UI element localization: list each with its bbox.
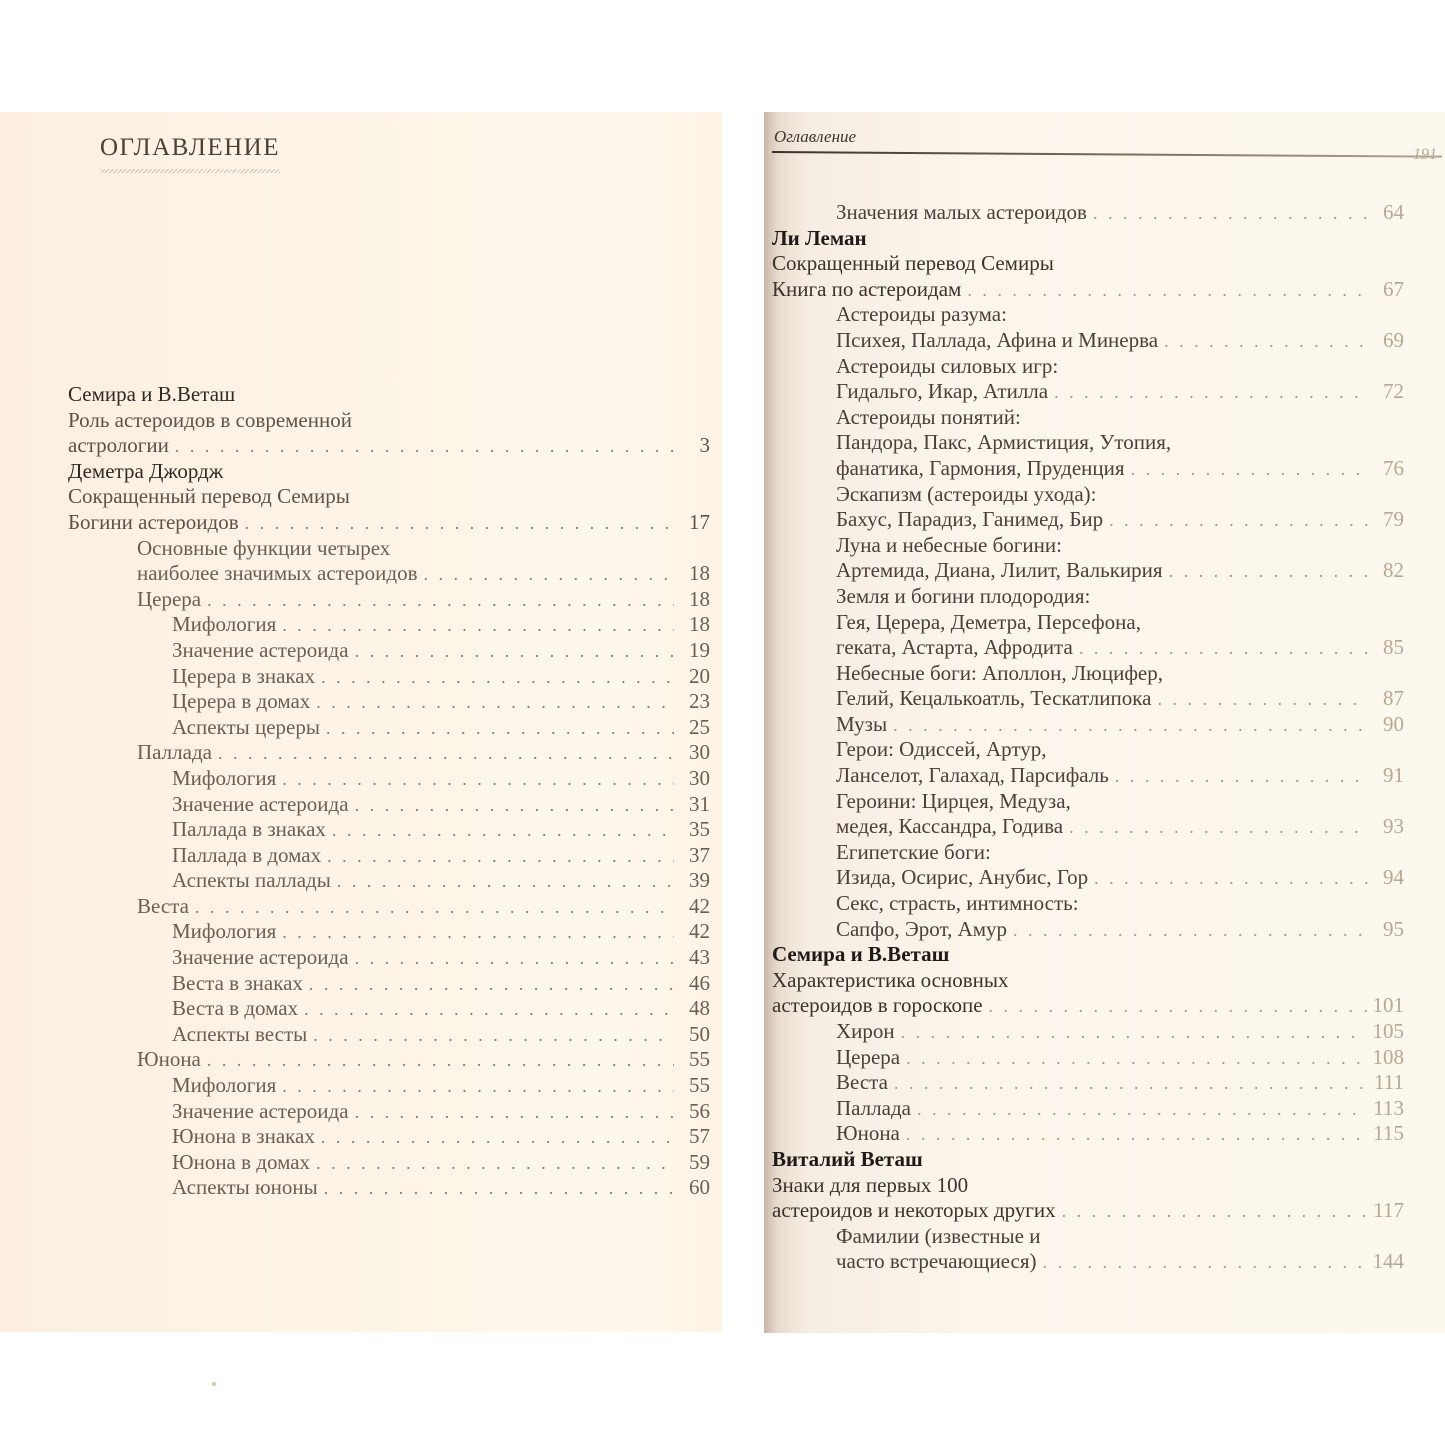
dot-leader bbox=[245, 511, 674, 537]
toc-entry-title: Веста bbox=[137, 893, 189, 918]
toc-entry-title: Гидальго, Икар, Атилла bbox=[836, 379, 1049, 404]
dot-leader bbox=[316, 1151, 674, 1177]
toc-entry-title: Паллада в знаках bbox=[172, 817, 326, 842]
dot-leader bbox=[1043, 1250, 1367, 1276]
toc-entry bbox=[764, 456, 1404, 482]
toc-entry bbox=[0, 1047, 720, 1073]
dot-leader bbox=[894, 1071, 1368, 1097]
toc-entry bbox=[764, 302, 1404, 328]
toc-page-number: 113 bbox=[1373, 1095, 1404, 1120]
toc-entry-title: Артемида, Диана, Лилит, Валькирия bbox=[836, 558, 1163, 583]
toc-page-number: 72 bbox=[1383, 379, 1404, 404]
toc-entry-title: Психея, Паллада, Афина и Минерва bbox=[836, 327, 1159, 352]
toc-entry-title: геката, Астарта, Афродита bbox=[836, 635, 1073, 660]
toc-entry-title: Семира и В.Веташ bbox=[68, 382, 236, 406]
toc-entry-title: Роль астероидов в современной bbox=[68, 407, 352, 432]
toc-entry bbox=[764, 661, 1404, 687]
toc-entry-title: Гея, Церера, Деметра, Персефона, bbox=[836, 609, 1141, 634]
toc-entry-title: Пандора, Пакс, Армистиция, Утопия, bbox=[836, 430, 1172, 455]
toc-entry-title: Герои: Одиссей, Артур, bbox=[836, 737, 1047, 762]
toc-entry bbox=[764, 1121, 1404, 1147]
toc-page-number: 57 bbox=[689, 1124, 710, 1149]
toc-entry-title: Значение астероида bbox=[172, 791, 349, 816]
toc-entry bbox=[764, 814, 1404, 840]
toc-entry-title: астероидов и некоторых других bbox=[772, 1198, 1056, 1223]
toc-entry-title: Значение астероида bbox=[172, 945, 349, 970]
toc-entry bbox=[764, 584, 1404, 610]
toc-entry bbox=[0, 484, 720, 510]
toc-entry bbox=[764, 1198, 1404, 1224]
toc-entry-title: Церера в знаках bbox=[172, 663, 316, 688]
toc-entry-title: часто встречающиеся) bbox=[836, 1249, 1037, 1274]
toc-entry bbox=[764, 251, 1404, 277]
toc-page-number: 3 bbox=[699, 433, 710, 458]
paper-speck bbox=[212, 1382, 216, 1386]
toc-entry bbox=[764, 840, 1404, 866]
toc-entry bbox=[0, 1175, 720, 1201]
toc-entry-title: Хирон bbox=[836, 1019, 895, 1043]
toc-entry-title: Земля и богини плодородия: bbox=[836, 583, 1091, 608]
toc-entry-title: Египетские боги: bbox=[836, 839, 991, 864]
toc-page-number: 23 bbox=[689, 689, 710, 714]
toc-entry-title: Астероиды понятий: bbox=[836, 404, 1021, 429]
toc-page-number: 30 bbox=[689, 765, 710, 790]
dot-leader bbox=[917, 1097, 1367, 1123]
toc-entry bbox=[764, 1070, 1404, 1096]
toc-entry bbox=[0, 740, 720, 766]
toc-page-number: 95 bbox=[1383, 916, 1404, 941]
toc-entry-title: Паллада bbox=[137, 740, 212, 765]
dot-leader bbox=[1109, 508, 1368, 534]
toc-page-number: 18 bbox=[689, 612, 710, 637]
toc-page-number: 20 bbox=[689, 663, 710, 688]
toc-page-number: 25 bbox=[689, 714, 710, 739]
toc-entry bbox=[0, 971, 720, 997]
toc-page-number: 94 bbox=[1383, 865, 1404, 890]
toc-entry bbox=[764, 1249, 1404, 1275]
toc-entry-title: Мифология bbox=[172, 919, 277, 944]
toc-page-number: 42 bbox=[689, 893, 710, 918]
dot-leader bbox=[1062, 1199, 1368, 1225]
dot-leader bbox=[313, 1023, 674, 1049]
toc-list-right bbox=[764, 200, 1445, 1275]
toc-entry-title: Юнона bbox=[137, 1047, 201, 1072]
dot-leader bbox=[282, 920, 674, 946]
toc-page-number: 39 bbox=[689, 868, 710, 893]
toc-entry-title: Церера в домах bbox=[172, 689, 311, 714]
toc-entry bbox=[764, 610, 1404, 636]
toc-entry bbox=[764, 891, 1404, 917]
toc-entry bbox=[764, 328, 1404, 354]
toc-page-number: 90 bbox=[1383, 711, 1404, 736]
dot-leader bbox=[1157, 687, 1368, 713]
toc-entry bbox=[764, 430, 1404, 456]
toc-entry-title: Ланселот, Галахад, Парсифаль bbox=[836, 763, 1109, 788]
toc-entry bbox=[764, 686, 1404, 712]
toc-entry-title: Деметра Джордж bbox=[68, 458, 224, 483]
dot-leader bbox=[1164, 329, 1368, 355]
dot-leader bbox=[906, 1122, 1367, 1148]
toc-page-number: 19 bbox=[689, 637, 710, 662]
toc-entry-title: Юнона в знаках bbox=[172, 1124, 315, 1149]
toc-page-number: 31 bbox=[689, 791, 710, 816]
toc-entry bbox=[0, 612, 720, 638]
dot-leader bbox=[901, 1020, 1367, 1046]
toc-entry bbox=[0, 1073, 720, 1099]
toc-page-number: 30 bbox=[689, 740, 710, 765]
dot-leader bbox=[1069, 815, 1368, 841]
toc-entry bbox=[0, 945, 720, 971]
dot-leader bbox=[355, 1100, 674, 1126]
dot-leader bbox=[1093, 201, 1368, 227]
dot-leader bbox=[337, 869, 674, 895]
running-head-rule bbox=[772, 151, 1442, 158]
toc-entry-title: Мифология bbox=[172, 612, 277, 637]
toc-page-number: 93 bbox=[1383, 814, 1404, 839]
dot-leader bbox=[424, 562, 674, 588]
toc-entry-title: Мифология bbox=[172, 1073, 277, 1098]
toc-page-number: 111 bbox=[1374, 1070, 1404, 1095]
toc-entry-title: астероидов в гороскопе bbox=[772, 993, 983, 1018]
toc-page-number: 144 bbox=[1372, 1249, 1404, 1274]
dot-leader bbox=[332, 818, 674, 844]
toc-entry-title: Юнона в домах bbox=[172, 1149, 311, 1174]
toc-entry-title: Паллада в домах bbox=[172, 842, 322, 867]
dot-leader bbox=[989, 994, 1367, 1020]
toc-entry-title: Богини астероидов bbox=[68, 509, 239, 534]
toc-entry bbox=[764, 1173, 1404, 1199]
toc-entry bbox=[764, 789, 1404, 815]
dot-leader bbox=[1131, 457, 1368, 483]
dot-leader bbox=[355, 946, 674, 972]
toc-entry-title: Аспекты цереры bbox=[172, 714, 320, 739]
dot-leader bbox=[327, 844, 674, 870]
right-page bbox=[764, 112, 1445, 1333]
toc-entry-title: Фамилии (известные и bbox=[836, 1223, 1041, 1248]
toc-page-number: 87 bbox=[1383, 686, 1404, 711]
toc-entry-title: Юнона bbox=[836, 1121, 900, 1146]
toc-entry bbox=[0, 894, 720, 920]
dot-leader bbox=[1013, 918, 1368, 944]
toc-author bbox=[764, 226, 1404, 252]
toc-author bbox=[0, 382, 720, 408]
dot-leader bbox=[282, 613, 674, 639]
left-page bbox=[0, 112, 722, 1332]
toc-entry-title: Мифология bbox=[172, 765, 277, 790]
toc-entry bbox=[764, 712, 1404, 738]
toc-entry bbox=[764, 379, 1404, 405]
toc-page-number: 85 bbox=[1383, 635, 1404, 660]
toc-entry bbox=[0, 561, 720, 587]
toc-entry bbox=[764, 635, 1404, 661]
toc-entry-title: Музы bbox=[836, 711, 888, 736]
toc-entry bbox=[0, 996, 720, 1022]
toc-entry-title: Значение астероида bbox=[172, 637, 349, 662]
toc-page-number: 42 bbox=[689, 919, 710, 944]
dot-leader bbox=[316, 690, 674, 716]
toc-entry bbox=[764, 507, 1404, 533]
toc-page-number: 55 bbox=[689, 1073, 710, 1098]
toc-entry-title: Эскапизм (астероиды ухода): bbox=[836, 481, 1097, 506]
toc-entry-title: Паллада bbox=[836, 1095, 911, 1120]
toc-entry-title: Небесные боги: Аполлон, Люцифер, bbox=[836, 660, 1164, 685]
toc-page-number: 59 bbox=[689, 1149, 710, 1174]
toc-page-number: 35 bbox=[689, 817, 710, 842]
dot-leader bbox=[195, 895, 674, 921]
toc-entry bbox=[0, 587, 720, 613]
toc-entry bbox=[764, 277, 1404, 303]
toc-page-number: 69 bbox=[1383, 327, 1404, 352]
toc-entry-title: Ли Леман bbox=[772, 225, 867, 250]
toc-entry-title: Гелий, Кецалькоатль, Тескатлипока bbox=[836, 686, 1152, 711]
dot-leader bbox=[1079, 636, 1368, 662]
toc-entry bbox=[764, 533, 1404, 559]
dot-leader bbox=[906, 1046, 1366, 1072]
toc-entry-title: Сокращенный перевод Семиры bbox=[772, 251, 1054, 276]
toc-page-number: 105 bbox=[1372, 1019, 1404, 1043]
toc-entry bbox=[0, 408, 720, 434]
toc-entry-title: Аспекты паллады bbox=[172, 868, 331, 893]
toc-entry bbox=[0, 689, 720, 715]
toc-entry-title: Семира и В.Веташ bbox=[772, 942, 950, 967]
toc-entry bbox=[0, 1022, 720, 1048]
toc-entry bbox=[0, 843, 720, 869]
dot-leader bbox=[304, 997, 674, 1023]
toc-page-number: 108 bbox=[1372, 1044, 1404, 1069]
toc-entry-title: медея, Кассандра, Годива bbox=[836, 814, 1064, 839]
toc-entry bbox=[0, 1150, 720, 1176]
dot-leader bbox=[207, 588, 674, 614]
toc-entry bbox=[764, 354, 1404, 380]
toc-entry-title: Значение астероида bbox=[172, 1098, 349, 1123]
toc-entry-title: Веста в домах bbox=[172, 996, 299, 1021]
toc-page-number: 56 bbox=[689, 1098, 710, 1123]
running-head: Оглавление bbox=[774, 127, 857, 146]
toc-page-number: 67 bbox=[1383, 276, 1404, 301]
toc-entry-title: Книга по астероидам bbox=[772, 276, 962, 301]
toc-entry bbox=[764, 1096, 1404, 1122]
heading-underline-ornament bbox=[100, 169, 280, 173]
toc-entry bbox=[764, 1045, 1404, 1071]
toc-entry-title: Веста в знаках bbox=[172, 970, 303, 995]
toc-entry-title: Героини: Цирцея, Медуза, bbox=[836, 788, 1071, 813]
toc-entry bbox=[0, 638, 720, 664]
toc-page-number: 91 bbox=[1383, 763, 1404, 788]
toc-entry-title: Знаки для первых 100 bbox=[772, 1172, 969, 1197]
dot-leader bbox=[1054, 380, 1368, 406]
toc-entry bbox=[764, 200, 1404, 226]
toc-entry-title: Основные функции четырех bbox=[137, 535, 391, 560]
toc-page-number: 48 bbox=[689, 996, 710, 1021]
dot-leader bbox=[207, 1048, 674, 1074]
page-number: 191 bbox=[1413, 146, 1437, 163]
toc-entry bbox=[0, 664, 720, 690]
toc-entry bbox=[764, 917, 1404, 943]
dot-leader bbox=[324, 1176, 674, 1202]
toc-entry-title: Виталий Веташ bbox=[772, 1146, 923, 1171]
toc-entry bbox=[0, 1124, 720, 1150]
toc-entry-title: Астероиды силовых игр: bbox=[836, 353, 1059, 378]
dot-leader bbox=[355, 639, 674, 665]
toc-entry-title: Секс, страсть, интимность: bbox=[836, 891, 1079, 916]
toc-entry-title: Луна и небесные богини: bbox=[836, 532, 1062, 557]
toc-entry bbox=[764, 558, 1404, 584]
toc-author bbox=[0, 459, 720, 485]
toc-entry-title: фанатика, Гармония, Пруденция bbox=[836, 455, 1125, 480]
toc-entry-title: Значения малых астероидов bbox=[836, 200, 1087, 224]
toc-entry bbox=[0, 1099, 720, 1125]
toc-author bbox=[764, 1147, 1404, 1173]
toc-entry-title: наиболее значимых астероидов bbox=[137, 561, 418, 586]
toc-entry bbox=[0, 868, 720, 894]
toc-page-number: 17 bbox=[689, 509, 710, 534]
toc-page-number: 76 bbox=[1383, 455, 1404, 480]
toc-entry bbox=[764, 1019, 1404, 1045]
dot-leader bbox=[893, 713, 1368, 739]
dot-leader bbox=[355, 793, 674, 819]
toc-entry-title: Сапфо, Эрот, Амур bbox=[836, 916, 1008, 941]
dot-leader bbox=[1169, 559, 1368, 585]
toc-entry-title: Аспекты весты bbox=[172, 1021, 308, 1046]
toc-entry-title: Сокращенный перевод Семиры bbox=[68, 484, 350, 509]
toc-entry bbox=[764, 993, 1404, 1019]
toc-entry bbox=[764, 405, 1404, 431]
toc-page-number: 50 bbox=[689, 1021, 710, 1046]
dot-leader bbox=[309, 972, 674, 998]
dot-leader bbox=[321, 665, 674, 691]
toc-entry-title: Церера bbox=[836, 1044, 901, 1069]
toc-entry bbox=[764, 763, 1404, 789]
toc-entry-title: астрологии bbox=[68, 433, 169, 458]
toc-page-number: 55 bbox=[689, 1047, 710, 1072]
toc-page-number: 37 bbox=[689, 842, 710, 867]
toc-entry bbox=[764, 482, 1404, 508]
dot-leader bbox=[326, 716, 674, 742]
toc-heading: ОГЛАВЛЕНИЕ bbox=[100, 134, 280, 161]
dot-leader bbox=[282, 767, 674, 793]
toc-page-number: 60 bbox=[689, 1175, 710, 1200]
dot-leader bbox=[175, 434, 674, 460]
toc-page-number: 18 bbox=[689, 561, 710, 586]
toc-list-left bbox=[0, 382, 722, 1201]
toc-entry-title: Бахус, Парадиз, Ганимед, Бир bbox=[836, 507, 1104, 532]
dot-leader bbox=[1094, 866, 1368, 892]
dot-leader bbox=[321, 1125, 674, 1151]
toc-page-number: 79 bbox=[1383, 507, 1404, 532]
toc-entry bbox=[0, 817, 720, 843]
toc-entry bbox=[764, 968, 1404, 994]
toc-entry bbox=[764, 737, 1404, 763]
toc-entry bbox=[0, 536, 720, 562]
dot-leader bbox=[218, 741, 674, 767]
toc-page-number: 18 bbox=[689, 586, 710, 611]
toc-entry-title: Астероиды разума: bbox=[836, 302, 1007, 327]
toc-page-number: 64 bbox=[1383, 200, 1404, 224]
dot-leader bbox=[282, 1074, 674, 1100]
toc-entry-title: Веста bbox=[836, 1070, 888, 1095]
toc-entry bbox=[0, 433, 720, 459]
dot-leader bbox=[967, 278, 1368, 304]
toc-entry bbox=[0, 792, 720, 818]
toc-page-number: 46 bbox=[689, 970, 710, 995]
toc-entry-title: Изида, Осирис, Анубис, Гор bbox=[836, 865, 1089, 890]
toc-entry-title: Аспекты юноны bbox=[172, 1175, 318, 1200]
dot-leader bbox=[1115, 764, 1368, 790]
toc-page-number: 43 bbox=[689, 945, 710, 970]
toc-author bbox=[764, 942, 1404, 968]
toc-entry bbox=[0, 766, 720, 792]
toc-entry bbox=[764, 865, 1404, 891]
toc-entry bbox=[0, 919, 720, 945]
toc-entry-title: Характеристика основных bbox=[772, 967, 1009, 992]
toc-page-number: 82 bbox=[1383, 558, 1404, 583]
toc-page-number: 101 bbox=[1372, 993, 1404, 1018]
toc-page-number: 117 bbox=[1373, 1198, 1404, 1223]
toc-page-number: 115 bbox=[1373, 1121, 1404, 1146]
toc-entry bbox=[0, 715, 720, 741]
toc-entry-title: Церера bbox=[137, 586, 202, 611]
toc-entry bbox=[764, 1224, 1404, 1250]
toc-entry bbox=[0, 510, 720, 536]
